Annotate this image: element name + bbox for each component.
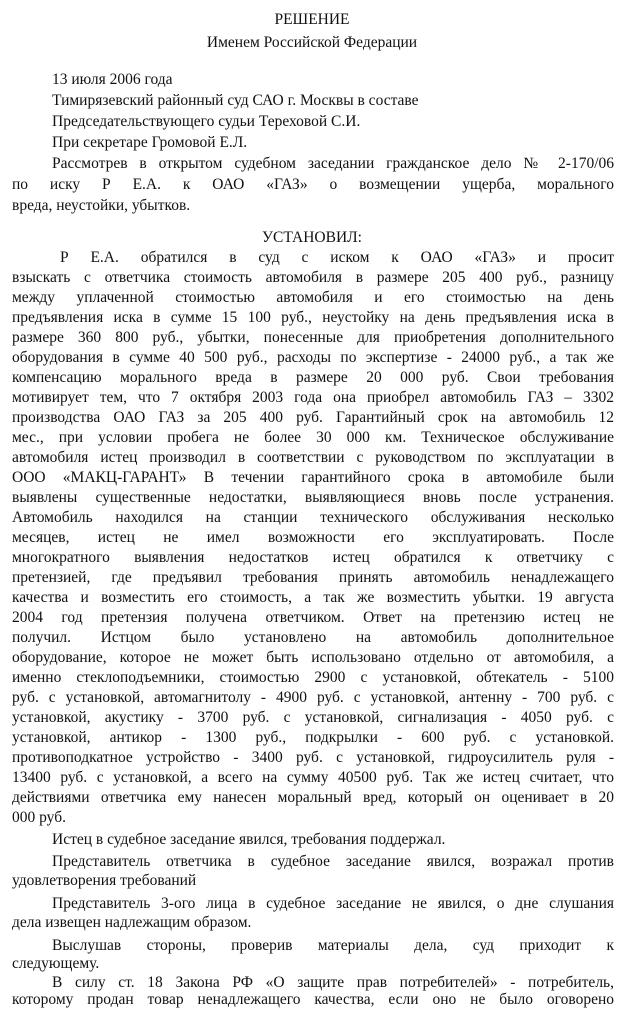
- body-line: Р Е.А. обратился в суд с иском к ОАО «ГАЗ» и просит: [60, 249, 614, 266]
- third-party-appearance: Представитель 3-ого лица в судебное заседание не явился, о дне слушания: [52, 895, 614, 912]
- claim-line: по иску Р Е.А. к ОАО «ГАЗ» о возмещении ущерба, морального: [12, 176, 614, 193]
- body-line: противоподкатное устройство - 3400 руб. с установкой, гидроусилитель руля -: [12, 749, 614, 766]
- presiding-judge: Председательствующего судьи Тереховой С.И.: [52, 113, 361, 130]
- body-line: месяцев, истец не имел возможности его эксплуатировать. После: [12, 529, 614, 546]
- body-line: претензией, где предъявил требования принять автомобиль ненадлежащего: [12, 569, 614, 586]
- body-line: многократного выявления недостатков истец обратился к ответчику с: [12, 549, 614, 566]
- claim-line-end: вреда, неустойки, убытков.: [12, 197, 191, 214]
- body-line: между уплаченной стоимостью автомобиля и его стоимостью на день: [12, 289, 614, 306]
- body-line: мотивирует тем, что 7 октября 2003 года она приобрел автомобиль ГАЗ – 3302: [12, 389, 614, 406]
- case-line: Рассмотрев в открытом судебном заседании гражданское дело № 2-170/06: [52, 155, 614, 172]
- court-finding-end: следующему.: [12, 955, 100, 972]
- body-line: выявлены существенные недостатки, выявляющиеся вновь после устранения.: [12, 489, 614, 506]
- court-secretary: При секретаре Громовой Е.Л.: [52, 134, 248, 151]
- decision-date: 13 июля 2006 года: [52, 71, 173, 88]
- document-subtitle: Именем Российской Федерации: [206, 34, 418, 51]
- body-line: оборудования в сумме 40 500 руб., расходы по экспертизе - 24000 руб., а так же: [12, 349, 614, 366]
- law-reference-line-cut: которому продан товар ненадлежащего качества, если оно не было оговорено: [12, 991, 614, 1008]
- body-line: Автомобиль находился на станции технического обслуживания несколько: [12, 509, 614, 526]
- body-line: качества и возместить его стоимость, а так же возместить убытки. 19 августа: [12, 589, 614, 606]
- body-line: компенсацию морального вреда в размере 20 000 руб. Свои требования: [12, 369, 614, 386]
- body-line: мес., при условии пробега не более 30 000 км. Техническое обслуживание: [12, 429, 614, 446]
- body-line: установкой, акустику - 3700 руб. с установкой, сигнализация - 4050 руб. с: [12, 709, 614, 726]
- court-name: Тимирязевский районный суд САО г. Москвы в составе: [52, 92, 419, 109]
- body-line: именно стеклоподъемники, стоимостью 2900 с установкой, обтекатель - 5100: [12, 669, 614, 686]
- plaintiff-appearance: Истец в судебное заседание явился, требования поддержал.: [52, 831, 446, 848]
- body-line: действиями ответчика ему нанесен моральный вред, который он оценивает в 20: [12, 789, 614, 806]
- body-line: установкой, антикор - 1300 руб., подкрылки - 600 руб. с установкой.: [12, 729, 614, 746]
- body-line: автомобиля истец производил в соответствии с руководством по эксплуатации в: [12, 449, 614, 466]
- body-line: получил. Истцом было установлено на автомобиль дополнительное: [12, 629, 614, 646]
- defendant-appearance-end: удовлетворения требований: [12, 872, 197, 889]
- law-reference-line: В силу ст. 18 Закона РФ «О защите прав потребителей» - потребитель,: [52, 974, 614, 991]
- body-line: руб. с установкой, автомагнитолу - 4900 руб. с установкой, антенну - 700 руб. с: [12, 689, 614, 706]
- body-line: взыскать с ответчика стоимость автомобиля в размере 205 400 руб., разницу: [12, 269, 614, 286]
- section-heading: УСТАНОВИЛ:: [262, 229, 362, 246]
- body-line: ООО «МАКЦ-ГАРАНТ» В течении гарантийного срока в автомобиле были: [12, 469, 614, 486]
- defendant-appearance: Представитель ответчика в судебное заседание явился, возражал против: [52, 853, 614, 870]
- third-party-appearance-end: дела извещен надлежащим образом.: [12, 914, 252, 931]
- body-line: оборудование, которое не может быть использовано отдельно от автомобиля, а: [12, 649, 614, 666]
- body-line: предъявления иска в сумме 15 100 руб., неустойку на день предъявления иска в: [12, 309, 614, 326]
- body-line: размере 360 800 руб., убытки, понесенные для приобретения дополнительного: [12, 329, 614, 346]
- body-line: 2004 год претензия получена ответчиком. Ответ на претензию истец не: [12, 609, 614, 626]
- body-line: производства ОАО ГАЗ за 205 400 руб. Гарантийный срок на автомобиль 12: [12, 409, 614, 426]
- body-line: 13400 руб. с установкой, а всего на сумму 40500 руб. Так же истец считает, что: [12, 769, 614, 786]
- court-finding-line: Выслушав стороны, проверив материалы дела, суд приходит к: [52, 937, 614, 954]
- document-title: РЕШЕНИЕ: [274, 11, 350, 28]
- body-line-end: 000 руб.: [12, 809, 66, 826]
